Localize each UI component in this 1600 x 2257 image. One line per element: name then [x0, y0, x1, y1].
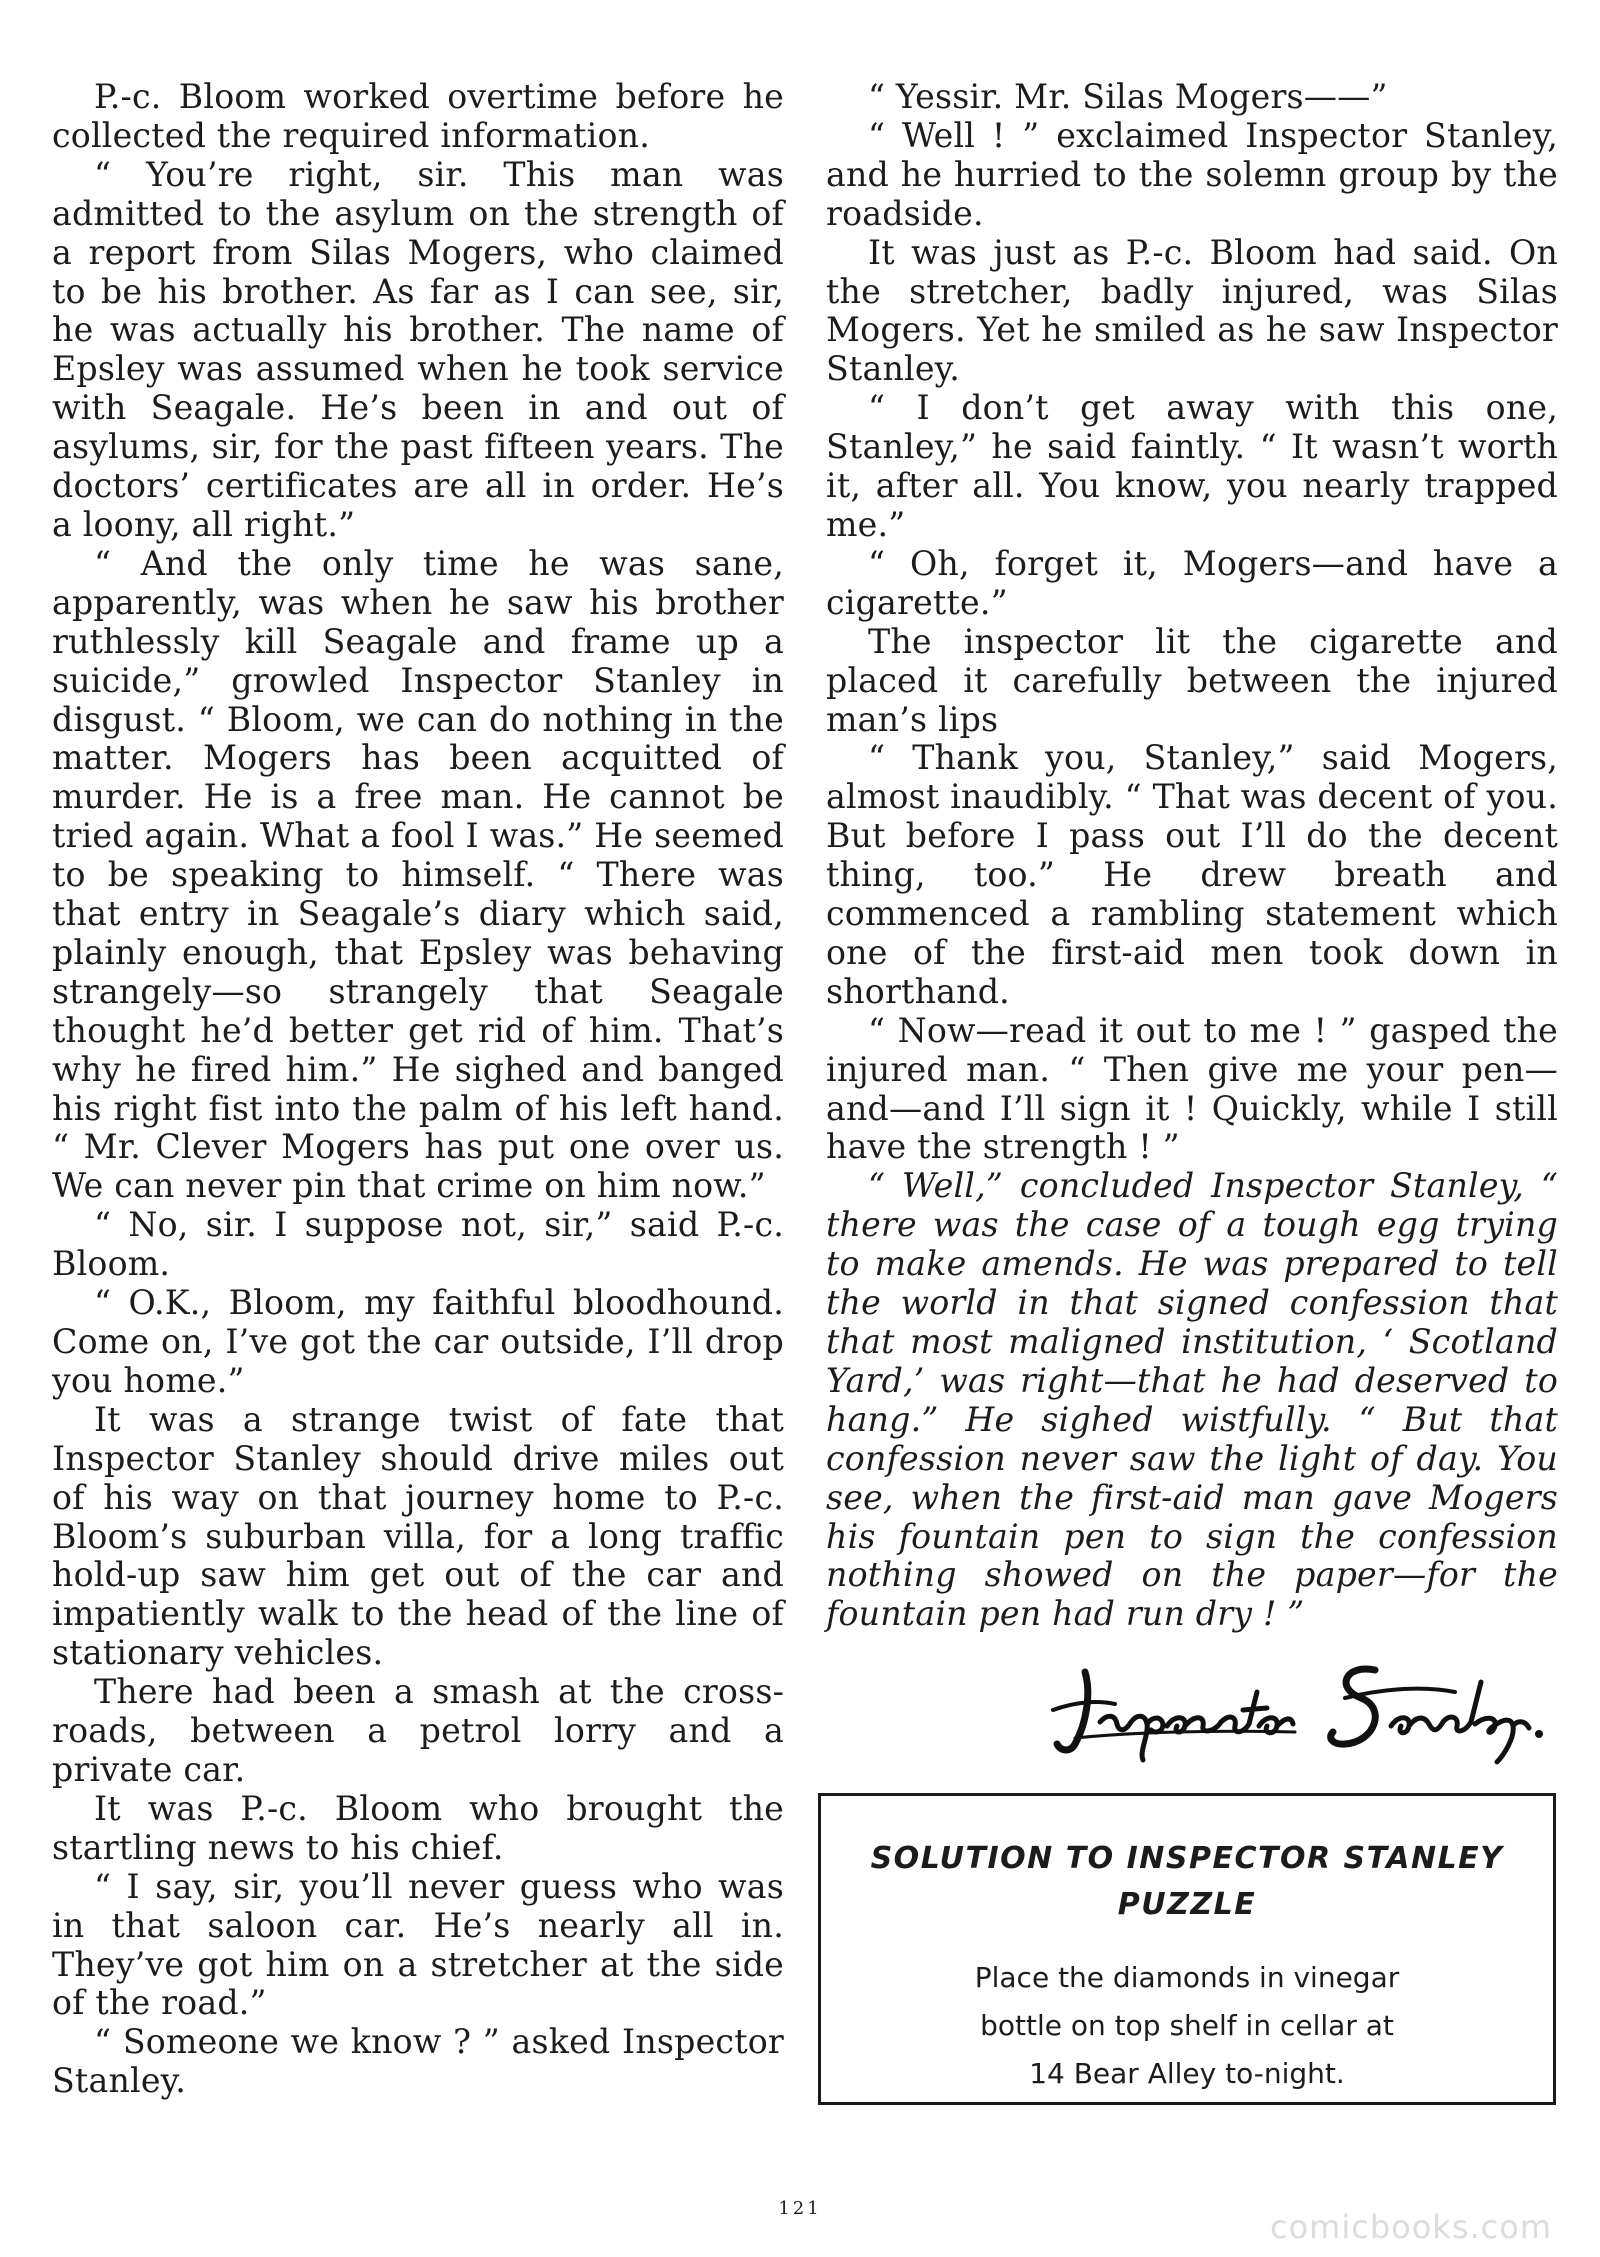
paragraph: It was P.-c. Bloom who brought the startling news to his chief.	[52, 1788, 784, 1867]
signature-image	[1045, 1652, 1555, 1772]
left-text-column	[52, 78, 784, 2101]
paragraph: “ Well,” concluded Inspector Stanley, “ there was the case of a tough egg trying to make amends. He was prepared to tell the world in that signed confession that that most maligned institution, ‘ Scotland Yard,’ was right—that he had deserved to hang.” He sighed wistfully. “ But that confession never saw the light of day. You see, when the first-aid man gave Mogers his fountain pen to sign the confession nothing showed on the paper—for the fountain pen had run dry ! ”	[826, 1166, 1558, 1634]
paragraph: “ Oh, forget it, Mogers—and have a cigarette.”	[826, 543, 1558, 622]
solution-title-line-1: SOLUTION TO INSPECTOR STANLEY	[870, 1841, 1504, 1876]
paragraph: It was a strange twist of fate that Inspector Stanley should drive miles out of his way on that journey home to P.-c. Bloom’s suburban villa, for a long traffic hold-up saw him get out of the car and impatiently walk to the head of the line of stationary vehicles.	[52, 1399, 784, 1673]
solution-title-line-2: PUZZLE	[1117, 1887, 1257, 1922]
paragraph: “ Someone we know ? ” asked Inspector Stanley.	[52, 2022, 784, 2101]
solution-line-3: 14 Bear Alley to-night.	[1029, 2057, 1345, 2090]
paragraph: “ And the only time he was sane, apparently, was when he saw his brother ruthlessly kill Seagale and frame up a suicide,” growled Inspector Stanley in disgust. “ Bloom, we can do nothing in the matter. Mogers has been acquitted of murder. He is a free man. He cannot be tried again. What a fool I was.” He seemed to be speaking to himself. “ There was that entry in Seagale’s diary which said, plainly enough, that Epsley was behaving strangely—so strangely that Seagale thought he’d better get rid of him. That’s why he fired him.” He sighed and banged his right fist into the palm of his left hand. “ Mr. Clever Mogers has put one over us. We can never pin that crime on him now.”	[52, 543, 784, 1206]
right-text-column	[826, 78, 1558, 1634]
page-number: 121	[778, 2198, 822, 2219]
paragraph: There had been a smash at the cross-roads, between a petrol lorry and a private car.	[52, 1672, 784, 1789]
paragraph: “ No, sir. I suppose not, sir,” said P.-c. Bloom.	[52, 1205, 784, 1284]
paragraph: “ Now—read it out to me ! ” gasped the injured man. “ Then give me your pen—and—and I’ll sign it ! Quickly, while I still have the strength ! ”	[826, 1010, 1558, 1167]
paragraph: P.-c. Bloom worked overtime before he collected the required information.	[52, 77, 784, 155]
paragraph: “ O.K., Bloom, my faithful bloodhound. Come on, I’ve got the car outside, I’ll drop you home.”	[52, 1283, 784, 1400]
solution-line-2: bottle on top shelf in cellar at	[980, 2009, 1394, 2042]
paragraph: “ Well ! ” exclaimed Inspector Stanley, and he hurried to the solemn group by the roadside.	[826, 115, 1558, 233]
watermark-text: comicbooks.com	[1269, 2208, 1552, 2246]
paragraph: “ I say, sir, you’ll never guess who was in that saloon car. He’s nearly all in. They’ve got him on a stretcher at the side of the road.”	[52, 1866, 784, 2023]
paragraph: It was just as P.-c. Bloom had said. On the stretcher, badly injured, was Silas Mogers. Yet he smiled as he saw Inspector Stanley.	[826, 232, 1558, 389]
solution-line-1: Place the diamonds in vinegar	[974, 1961, 1400, 1994]
paragraph: “ I don’t get away with this one, Stanley,” he said faintly. “ It wasn’t worth it, after all. You know, you nearly trapped me.”	[826, 388, 1558, 544]
svg-text:Inspector Stanley: Inspector Stanley	[1045, 1652, 1054, 1653]
paragraph: “ Yessir. Mr. Silas Mogers——”	[868, 77, 1388, 116]
solution-title	[821, 1836, 1553, 1928]
paragraph: The inspector lit the cigarette and placed it carefully between the injured man’s lips	[826, 621, 1558, 739]
paragraph: “ Thank you, Stanley,” said Mogers, almost inaudibly. “ That was decent of you. But before I pass out I’ll do the decent thing, too.” He drew breath and commenced a rambling statement which one of the first-aid men took down in shorthand.	[826, 738, 1558, 1011]
paragraph: “ You’re right, sir. This man was admitted to the asylum on the strength of a report from Silas Mogers, who claimed to be his brother. As far as I can see, sir, he was actually his brother. The name of Epsley was assumed when he took service with Seagale. He’s been in and out of asylums, sir, for the past fifteen years. The doctors’ certificates are all in order. He’s a loony, all right.”	[52, 154, 784, 544]
puzzle-solution-box	[818, 1793, 1556, 2105]
solution-text	[821, 1954, 1553, 2098]
